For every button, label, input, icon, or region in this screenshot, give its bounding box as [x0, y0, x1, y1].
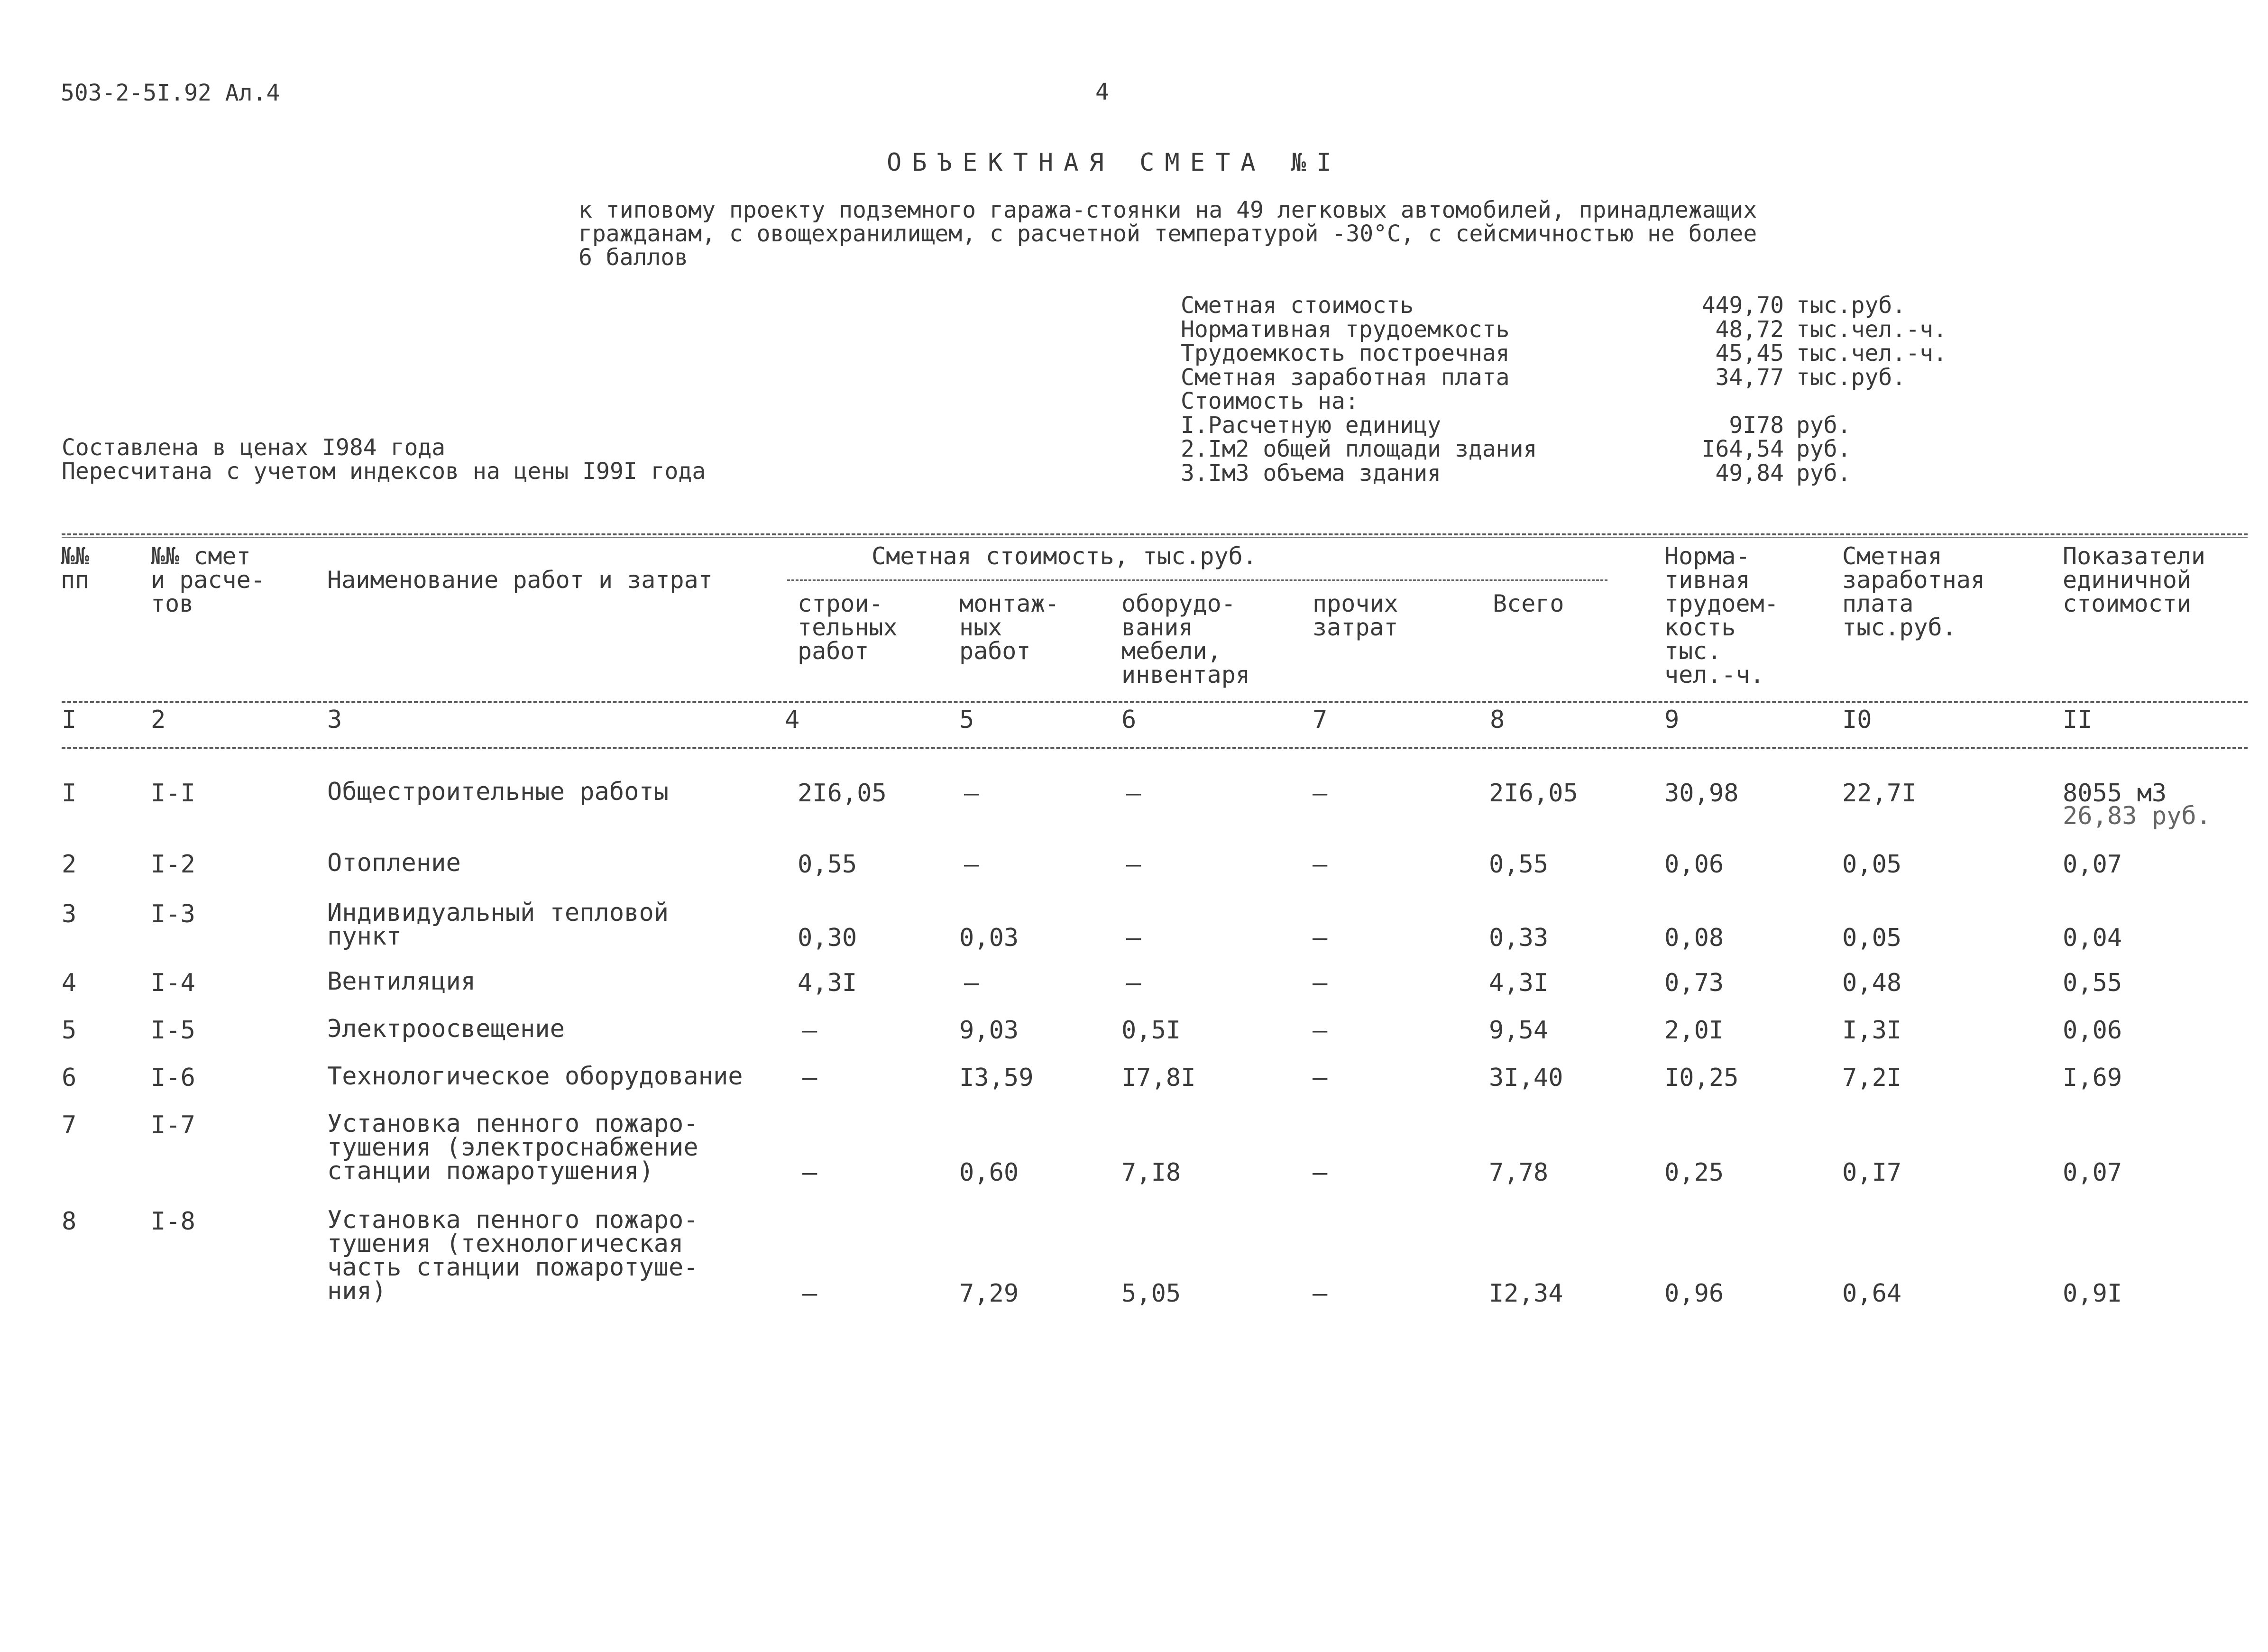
cell-c7: – — [1313, 969, 1328, 997]
estimate-number: I-6 — [151, 1064, 195, 1092]
column-number: 7 — [1313, 706, 1328, 734]
column-number: 3 — [327, 706, 342, 734]
row-number: 6 — [62, 1064, 77, 1092]
work-name: Общестроительные работы — [327, 778, 669, 806]
cell-c5: I3,59 — [959, 1064, 1034, 1092]
summary-unit: тыс.руб. — [1796, 292, 1906, 319]
estimate-number: I-4 — [151, 969, 195, 997]
cell-c10: I,3I — [1842, 1016, 1902, 1045]
cell-c9: I0,25 — [1664, 1064, 1739, 1092]
cell-c5: 7,29 — [959, 1279, 1019, 1308]
cell-c11-second-line: 26,83 руб. — [2063, 802, 2212, 830]
row-number: 8 — [62, 1207, 77, 1236]
cell-c10: 0,64 — [1842, 1279, 1902, 1308]
estimate-number: I-7 — [151, 1111, 195, 1139]
cell-c9: 0,73 — [1664, 969, 1724, 997]
cell-c7: – — [1313, 1064, 1328, 1092]
summary-label: 2.Iм2 общей площади здания — [1181, 436, 1537, 462]
cell-c8: 3I,40 — [1489, 1064, 1563, 1092]
cell-c9: 2,0I — [1664, 1016, 1724, 1045]
header-labor-intensity: Норма- тивная трудоем- кость тыс. чел.-ч. — [1664, 542, 1779, 688]
cell-c4: – — [802, 1064, 817, 1092]
header-work-name: Наименование работ и затрат — [327, 566, 713, 594]
row-number: 2 — [62, 850, 77, 879]
cell-c4: – — [802, 1279, 817, 1308]
cell-c5: – — [964, 969, 979, 997]
summary-value: 9I78 — [1729, 412, 1784, 439]
header-row-number: №№ пп — [61, 542, 90, 594]
header-equipment: оборудо- вания мебели, инвентаря — [1121, 590, 1250, 688]
cell-c6: – — [1126, 924, 1141, 952]
column-number: II — [2063, 706, 2093, 734]
cell-c4: – — [802, 1016, 817, 1045]
work-name: Отопление — [327, 849, 461, 877]
cell-c11: I,69 — [2063, 1064, 2122, 1092]
row-number: 4 — [62, 969, 77, 997]
summary-label: I.Расчетную единицу — [1181, 412, 1442, 439]
header-other-costs: прочих затрат — [1313, 590, 1398, 641]
work-name: Вентиляция — [327, 967, 476, 996]
summary-unit: руб. — [1796, 436, 1851, 462]
cell-c10: 22,7I — [1842, 779, 1917, 808]
document-code: 503-2-5I.92 Ал.4 — [61, 80, 280, 106]
header-bottom-rule — [62, 701, 2248, 703]
table-top-rule — [62, 533, 2248, 535]
work-name: Установка пенного пожаро- тушения (технологическая часть станции пожаротуше- ния) — [327, 1206, 698, 1305]
cell-c4: 4,3I — [798, 969, 857, 997]
work-name: Технологическое оборудование — [327, 1062, 743, 1091]
cell-c8: 0,55 — [1489, 850, 1549, 879]
cell-c8: 0,33 — [1489, 924, 1549, 952]
table-top-rule-2 — [62, 537, 2248, 538]
document-title: ОБЪЕКТНАЯ СМЕТА №I — [887, 148, 1342, 177]
cell-c6: – — [1126, 850, 1141, 879]
cell-c11: 0,9I — [2063, 1279, 2122, 1308]
cell-c11: 0,06 — [2063, 1016, 2122, 1045]
page-number: 4 — [1095, 79, 1109, 105]
summary-value: 49,84 — [1715, 460, 1784, 486]
estimate-number: I-I — [151, 779, 195, 808]
summary-value: 48,72 — [1715, 316, 1784, 343]
cell-c11: 0,07 — [2063, 1158, 2122, 1187]
row-number: 3 — [62, 900, 77, 928]
cell-c7: – — [1313, 850, 1328, 879]
cell-c4: 0,30 — [798, 924, 857, 952]
compiled-prices-note: Составлена в ценах I984 года — [62, 434, 446, 461]
document-subtitle: к типовому проекту подземного гаража-стоянки на 49 легковых автомобилей, принадлежащих гражданам, с овощехранилищем, с расчетной температурой -30°С, с сейсмичностью не более 6 баллов — [578, 197, 1757, 271]
summary-unit: тыс.чел.-ч. — [1796, 316, 1947, 343]
column-number: I0 — [1842, 706, 1872, 734]
cell-c5: – — [964, 779, 979, 808]
cell-c4: 2I6,05 — [798, 779, 887, 808]
header-unit-indicators: Показатели единичной стоимости — [2063, 542, 2206, 617]
work-name: Электроосвещение — [327, 1015, 565, 1043]
cell-c5: 0,60 — [959, 1158, 1019, 1187]
cell-c10: 0,I7 — [1842, 1158, 1902, 1187]
cell-c10: 0,48 — [1842, 969, 1902, 997]
cell-c5: 9,03 — [959, 1016, 1019, 1045]
cell-c8: 4,3I — [1489, 969, 1549, 997]
work-name: Индивидуальный тепловой пункт — [327, 899, 669, 951]
cell-c6: I7,8I — [1121, 1064, 1196, 1092]
cell-c9: 0,96 — [1664, 1279, 1724, 1308]
cell-c9: 0,08 — [1664, 924, 1724, 952]
row-number: 7 — [62, 1111, 77, 1139]
cell-c4: 0,55 — [798, 850, 857, 879]
cell-c11: 8055 м3 — [2063, 779, 2167, 808]
cell-c10: 7,2I — [1842, 1064, 1902, 1092]
estimate-number: I-5 — [151, 1016, 195, 1045]
summary-value: 449,70 — [1701, 292, 1784, 319]
cell-c10: 0,05 — [1842, 850, 1902, 879]
cell-c6: 0,5I — [1121, 1016, 1181, 1045]
summary-unit: тыс.руб. — [1796, 364, 1906, 391]
cell-c6: – — [1126, 969, 1141, 997]
summary-unit: руб. — [1796, 412, 1851, 439]
summary-unit: тыс.чел.-ч. — [1796, 340, 1947, 367]
summary-label: Трудоемкость построечная — [1181, 340, 1510, 367]
header-construction-works: строи- тельных работ — [798, 590, 898, 665]
work-name: Установка пенного пожаро- тушения (электроснабжение станции пожаротушения) — [327, 1110, 698, 1185]
column-number: 4 — [785, 706, 800, 734]
cell-c5: – — [964, 850, 979, 879]
cell-c7: – — [1313, 1016, 1328, 1045]
recalculated-note: Пересчитана с учетом индексов на цены I99I года — [62, 458, 706, 485]
column-number: 6 — [1121, 706, 1137, 734]
row-number: 5 — [62, 1016, 77, 1045]
summary-value: 34,77 — [1715, 364, 1784, 391]
header-installation-works: монтаж- ных работ — [959, 590, 1059, 665]
column-number: 8 — [1490, 706, 1505, 734]
summary-label: Сметная стоимость — [1181, 292, 1414, 319]
cell-c9: 30,98 — [1664, 779, 1739, 808]
cell-c4: – — [802, 1158, 817, 1187]
estimate-number: I-3 — [151, 900, 195, 928]
cell-c5: 0,03 — [959, 924, 1019, 952]
cell-c11: 0,04 — [2063, 924, 2122, 952]
summary-label: 3.Iм3 объема здания — [1181, 460, 1442, 486]
estimate-number: I-2 — [151, 850, 195, 879]
column-number: 9 — [1664, 706, 1680, 734]
cell-c11: 0,55 — [2063, 969, 2122, 997]
cell-c6: 5,05 — [1121, 1279, 1181, 1308]
summary-label: Сметная заработная плата — [1181, 364, 1510, 391]
cell-c6: 7,I8 — [1121, 1158, 1181, 1187]
cell-c8: 2I6,05 — [1489, 779, 1578, 808]
cell-c8: I2,34 — [1489, 1279, 1563, 1308]
cell-c8: 7,78 — [1489, 1158, 1549, 1187]
cell-c6: – — [1126, 779, 1141, 808]
cell-c10: 0,05 — [1842, 924, 1902, 952]
cell-c7: – — [1313, 1158, 1328, 1187]
cell-c9: 0,06 — [1664, 850, 1724, 879]
summary-unit: руб. — [1796, 460, 1851, 486]
summary-label: Стоимость на: — [1181, 388, 1359, 414]
group-header-rule — [787, 579, 1607, 581]
header-wages: Сметная заработная плата тыс.руб. — [1842, 542, 1985, 641]
column-number: I — [62, 706, 77, 734]
cell-c7: – — [1313, 924, 1328, 952]
cell-c9: 0,25 — [1664, 1158, 1724, 1187]
summary-label: Нормативная трудоемкость — [1181, 316, 1510, 343]
header-estimate-number: №№ смет и расче- тов — [151, 542, 265, 617]
cell-c8: 9,54 — [1489, 1016, 1549, 1045]
cell-c11: 0,07 — [2063, 850, 2122, 879]
cell-c7: – — [1313, 1279, 1328, 1308]
summary-value: I64,54 — [1701, 436, 1784, 462]
header-total: Всего — [1493, 590, 1564, 617]
column-number: 5 — [959, 706, 974, 734]
cell-c7: – — [1313, 779, 1328, 808]
summary-value: 45,45 — [1715, 340, 1784, 367]
column-numbers-rule — [62, 747, 2248, 749]
column-number: 2 — [151, 706, 166, 734]
header-cost-group: Сметная стоимость, тыс.руб. — [872, 542, 1257, 570]
row-number: I — [62, 779, 77, 808]
estimate-number: I-8 — [151, 1207, 195, 1236]
